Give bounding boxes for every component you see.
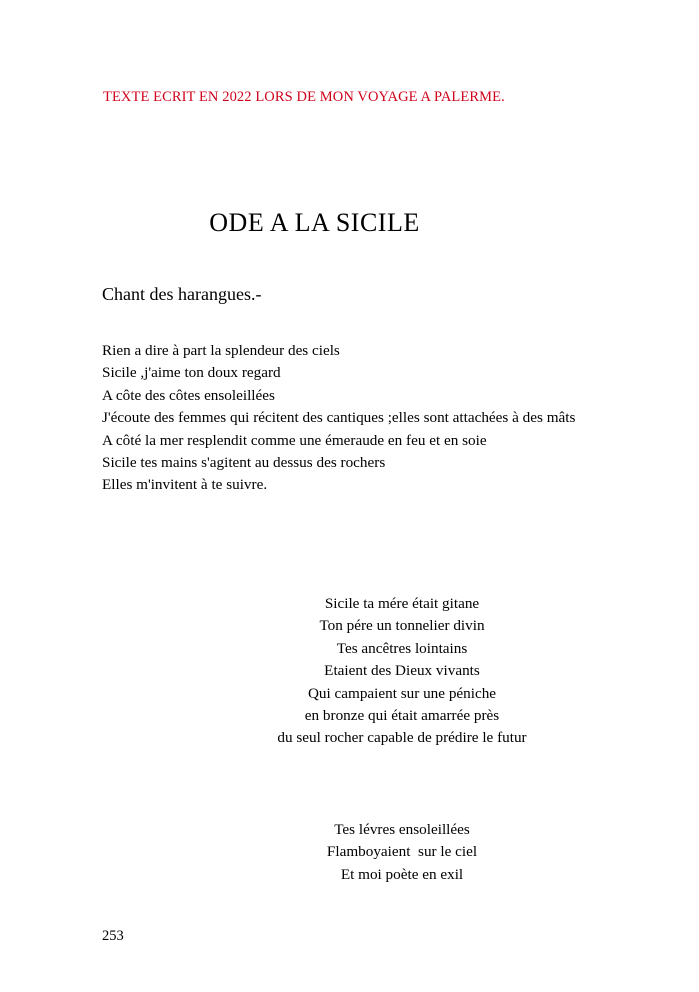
page-number: 253 bbox=[102, 928, 124, 944]
poem-stanza-2 bbox=[102, 593, 699, 750]
poem-line: Et moi poète en exil bbox=[340, 865, 464, 883]
poem-line: Qui campaient sur une péniche bbox=[307, 684, 497, 702]
poem-stanza-3 bbox=[102, 819, 699, 886]
poem-line: Sicile tes mains s'agitent au dessus des rochers bbox=[102, 454, 386, 472]
poem-line: J'écoute des femmes qui récitent des cantiques ;elles sont attachées à des mâts bbox=[102, 409, 576, 427]
poem-line: Sicile ,j'aime ton doux regard bbox=[102, 364, 281, 382]
poem-line: en bronze qui était amarrée près bbox=[304, 707, 500, 725]
poem-stanza-1 bbox=[102, 340, 582, 497]
poem-line: Rien a dire à part la splendeur des ciels bbox=[102, 342, 340, 359]
header-note: TEXTE ECRIT EN 2022 LORS DE MON VOYAGE A PALERME. bbox=[103, 89, 505, 105]
poem-line: Elles m'invitent à te suivre. bbox=[102, 476, 268, 494]
page-title: ODE A LA SICILE bbox=[209, 208, 420, 237]
poem-line: Flamboyaient sur le ciel bbox=[326, 843, 478, 861]
poem-subtitle: Chant des harangues.- bbox=[102, 284, 262, 304]
poem-line: Tes ancêtres lointains bbox=[336, 639, 468, 657]
poem-line: Sicile ta mére était gitane bbox=[324, 595, 480, 612]
poem-line: Ton pére un tonnelier divin bbox=[319, 617, 485, 635]
poem-line: Tes lévres ensoleillées bbox=[334, 821, 470, 838]
poem-line: du seul rocher capable de prédire le futur bbox=[277, 729, 527, 747]
poem-line: Etaient des Dieux vivants bbox=[324, 662, 480, 680]
poem-line: A côte des côtes ensoleillées bbox=[102, 386, 275, 404]
poem-line: A côté la mer resplendit comme une émeraude en feu et en soie bbox=[102, 431, 487, 449]
